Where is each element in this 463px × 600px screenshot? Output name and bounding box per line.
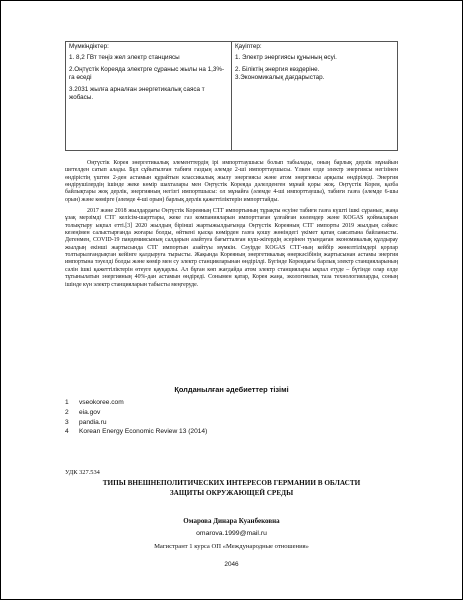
opportunities-cell	[66, 42, 232, 151]
page-number: 2046	[224, 561, 239, 568]
reference-number: 1	[65, 399, 69, 406]
threat-item: 3.Экономикалық дағдарыстар.	[235, 74, 325, 82]
body-text	[65, 160, 398, 293]
reference-number: 2	[65, 408, 69, 416]
reference-text: eia.gov	[79, 408, 101, 416]
author-name: Омарова Динара Куанбековна	[183, 517, 280, 525]
references-title: Қолданылған әдебиеттер тізімі	[174, 385, 289, 394]
opportunities-header: Мүмкіндіктер:	[69, 43, 109, 50]
swot-table	[65, 41, 398, 151]
author-email: omarova.1999@mail.ru	[196, 530, 267, 537]
article-title	[65, 478, 398, 498]
threats-cell	[232, 42, 398, 151]
threats-header: Қауіптер:	[235, 43, 262, 50]
paragraph: Оңтүстік Корея энергетикалық элементтердің ірі импорттаушысы болып табылады, оның барлық дерлік мұнайын шетелден сатып алады. Бұл сұйытылған табиғи газдың әлемде 2-ші импорттаушысы. Үлкен елде электр энергиясы негізінен өндірістің үштен 2-ден астамын құрайтын классикалық жылу энергиясы және атом энергиясы арқылы өндіріледі. Энергия өндірушілердің ішінде жеке көмір шахталары мен Оңтүстік Кореяда дәлелденген мұнай қоры жоқ. Оңтүстік Корея, қазба байлықтары жоқ дерлік, энергияның негізгі импортшысы: ол мұнайға (әлемде 4-ші импорттаушы), табиғи газға (әлемде 6-шы орын) және көмірге (әлемде 4-ші орын) барлық дерлік қажеттіліктерін импорттайды.	[65, 160, 398, 203]
reference-text: pandia.ru	[79, 418, 107, 426]
reference-number: 4	[65, 428, 69, 436]
udk-code: УДК 327.534	[65, 469, 100, 476]
reference-item	[65, 427, 398, 437]
reference-item	[65, 398, 398, 408]
threat-item: 1. Электр энергиясы құнының өсуі.	[235, 54, 337, 62]
reference-text: vseokoree.com	[79, 399, 124, 406]
reference-item	[65, 418, 398, 428]
article-title-line: ТИПЫ ВНЕШНЕПОЛИТИЧЕСКИХ ИНТЕРЕСОВ ГЕРМАНИИ В ОБЛАСТИ	[102, 479, 361, 487]
opportunity-item: 1. 8,2 ГВт теңіз жел электр станциясы	[69, 54, 180, 62]
opportunity-item: 3.2031 жылға арналған энергетикалық саяса т жобасы.	[69, 85, 205, 102]
threat-item: 2. Біліктің энергия көздеріне.	[235, 65, 320, 73]
article-title-line: ЗАЩИТЫ ОКРУЖАЮЩЕЙ СРЕДЫ	[169, 489, 294, 497]
author-affiliation: Магистрант 1 курса ОП «Международные отношения»	[154, 543, 309, 550]
reference-text: Korean Energy Economic Review 13 (2014)	[79, 428, 208, 436]
references-list	[65, 398, 398, 437]
reference-number: 3	[65, 418, 69, 426]
opportunity-item: 2.Оңтүстік Кореяда электрге сұраныс жылы на 1,3%-га өседі	[69, 65, 225, 82]
reference-item	[65, 408, 398, 418]
paragraph: 2017 және 2018 жылдардағы Оңтүстік Кореяның СТГ импортының тұрақты өсуіне табиғи газға күшті ішкі сұраныс, жаңа ұзақ мерзімді СТГ келісім-шарттары, жеке газ компанияларын импорттаған ұлғайған көлемдер және KOGAS қоймаларын толықтыру ықпал етті.[3] 2020 жылдың бірінші жартыжылдығында Оңтүстік Кореяның СТГ импорты 2019 жылдың сәйкес кезеңімен салыстырғанда жоғары болды, өйткені қысқа көмірден газға қошу жөніндегі үкімет қатаң саясатына байланысты. Дегенмен, COVID-19 пандемиясының салдарын азайтуға бағытталған күш-жігердің әсерінен туындаған экономикалық құлдырау жылдың екінші жартысында СТГ импортын азайтуы мүмкін. Сәуірде KOGAS СТГ-ның кейбір жөнелтілімдері қорлар толтырылғандықтан кейінге қалдыруға тырысты. Жақында Кореяның энергетикалық өнеркәсібінің жартысынан астамы энергия импортына тәуелді болды және көмір мен су электр станцияларынан өндірілді. Бүгінде Кореядағы барлық электр станцияларының сәлін ішкі қажеттіліктерін өтеуге қауқарлы. Ал бұған көп жағдайда атом электр станциялары ықпал етуде – бүгінде олар елде тұтынылатын энергияның 40%-дан астамын өндіреді. Сонымен қатар, Корея жаңа, экологиялық таза технологияларды, соның ішінде күн электр станцияларын табысты меңгеруде.	[65, 208, 398, 288]
